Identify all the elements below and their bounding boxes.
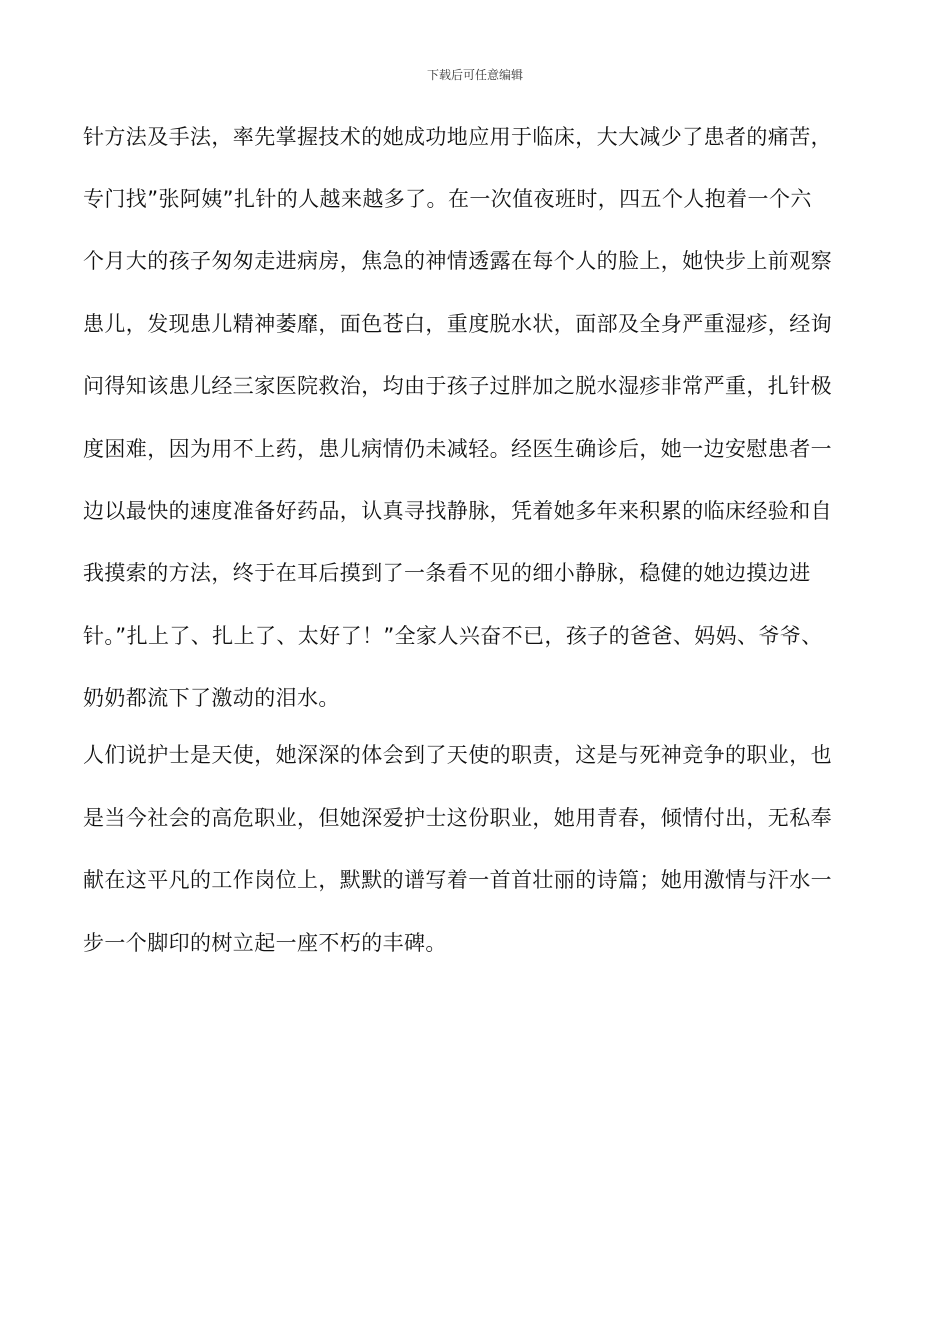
text-line: 奶奶都流下了激动的泪水。 [83, 686, 340, 710]
text-line: 献在这平凡的工作岗位上，默默的谱写着一首首壮丽的诗篇；她用激情与汗水一 [83, 868, 832, 892]
text-line: 针方法及手法，率先掌握技术的她成功地应用于临床，大大减少了患者的痛苦， [83, 125, 832, 149]
text-line: 度困难，因为用不上药，患儿病情仍未减轻。经医生确诊后，她一边安慰患者一 [83, 437, 832, 461]
text-line: 步一个脚印的树立起一座不朽的丰碑。 [83, 931, 447, 955]
text-line: 针。”扎上了、扎上了、太好了！”全家人兴奋不已，孩子的爸爸、妈妈、爷爷、 [83, 624, 823, 648]
text-line: 问得知该患儿经三家医院救治，均由于孩子过胖加之脱水湿疹非常严重，扎针极 [83, 374, 832, 398]
text-line: 边以最快的速度准备好药品，认真寻找静脉，凭着她多年来积累的临床经验和自 [83, 499, 832, 523]
page-header: 下载后可任意编辑 [426, 68, 523, 82]
text-line: 患儿，发现患儿精神萎靡，面色苍白，重度脱水状，面部及全身严重湿疹，经询 [83, 312, 832, 336]
text-line: 人们说护士是天使，她深深的体会到了天使的职责，这是与死神竞争的职业，也 [83, 743, 832, 767]
text-line: 是当今社会的高危职业，但她深爱护士这份职业，她用青春，倾情付出，无私奉 [83, 806, 832, 830]
text-line: 我摸索的方法，终于在耳后摸到了一条看不见的细小静脉，稳健的她边摸边进 [83, 561, 811, 585]
text-line: 个月大的孩子匆匆走进病房，焦急的神情透露在每个人的脸上，她快步上前观察 [83, 249, 832, 273]
text-line: 专门找”张阿姨”扎针的人越来越多了。在一次值夜班时，四五个人抱着一个六 [83, 187, 812, 211]
